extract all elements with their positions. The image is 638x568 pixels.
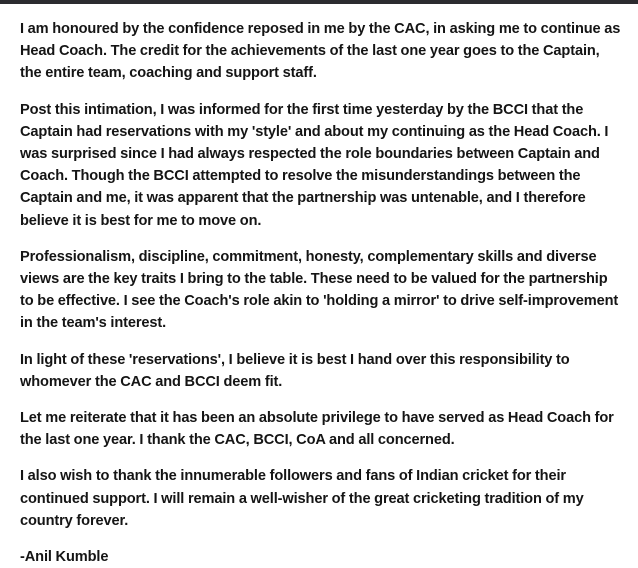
statement-paragraph-1: I am honoured by the confidence reposed in me by the CAC, in asking me to continue as Head Coach. The credit for the achievements of the last one year goes to the Captain, the entire team, coaching and support staff. xyxy=(20,21,621,82)
statement-text-container xyxy=(0,4,638,568)
statement-paragraph-5: Let me reiterate that it has been an absolute privilege to have served as Head Coach for the last one year. I thank the CAC, BCCI, CoA and all concerned. xyxy=(20,410,614,449)
statement-signature: -Anil Kumble xyxy=(20,549,109,566)
statement-paragraph-4: In light of these 'reservations', I believe it is best I hand over this responsibility to whomever the CAC and BCCI deem fit. xyxy=(20,351,570,390)
statement-paragraph-2: Post this intimation, I was informed for the first time yesterday by the BCCI that the Captain had reservations with my 'style' and about my continuing as the Head Coach. I was surprised since I had always respected the role boundaries between Captain and Coach. Though the BCCI attempted to resolve the misunderstandings between the Captain and me, it was apparent that the partnership was untenable, and I therefore believe it is best for me to move on. xyxy=(20,101,609,229)
statement-paragraph-3: Professionalism, discipline, commitment, honesty, complementary skills and diverse views are the key traits I bring to the table. These need to be valued for the partnership to be effective. I see the Coach's role akin to 'holding a mirror' to drive self-improvement in the team's interest. xyxy=(20,248,619,332)
statement-paragraph-6: I also wish to thank the innumerable followers and fans of Indian cricket for their continued support. I will remain a well-wisher of the great cricketing tradition of my country forever. xyxy=(20,468,584,529)
